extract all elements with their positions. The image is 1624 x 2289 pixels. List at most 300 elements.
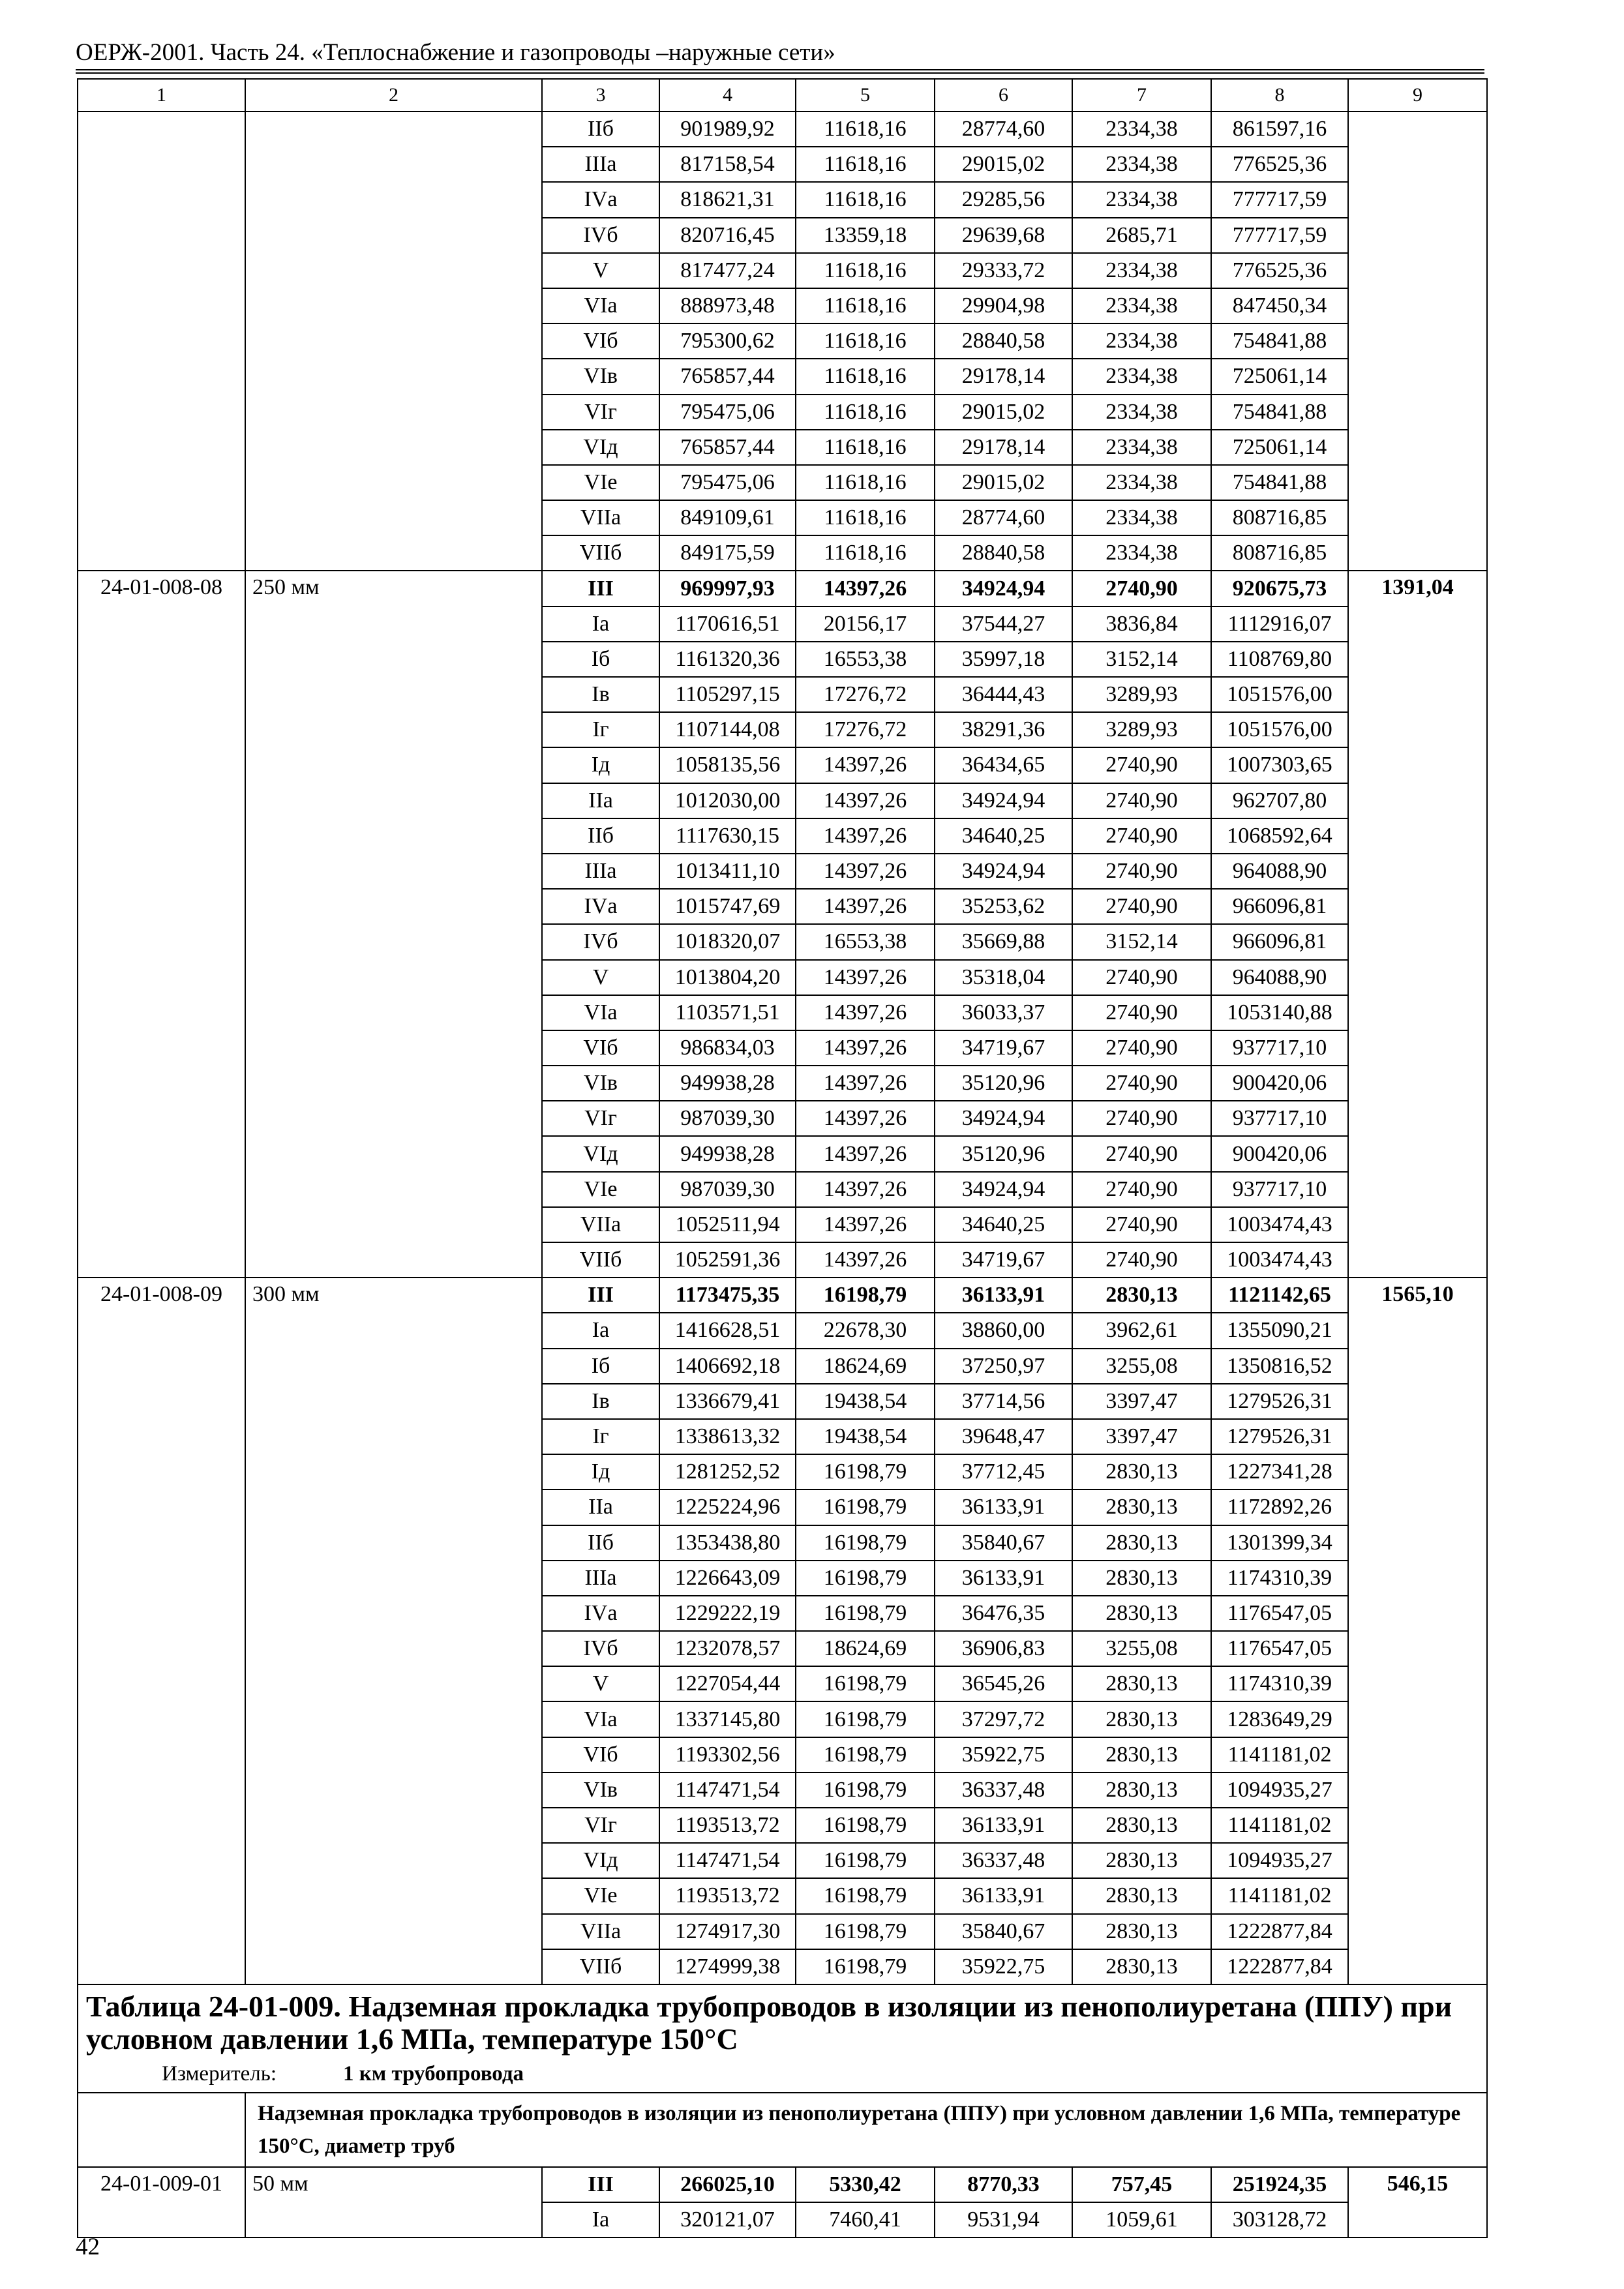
col8-value: 303128,72 bbox=[1211, 2202, 1348, 2237]
col6-value: 34640,25 bbox=[935, 1207, 1072, 1242]
col8-value: 937717,10 bbox=[1211, 1172, 1348, 1207]
category-cell: Iд bbox=[542, 747, 659, 783]
category-cell: VIIб bbox=[542, 1949, 659, 1984]
col7-value: 2830,13 bbox=[1072, 1489, 1211, 1525]
col8-value: 1141181,02 bbox=[1211, 1737, 1348, 1773]
col6-value: 35922,75 bbox=[935, 1737, 1072, 1773]
col6-value: 37297,72 bbox=[935, 1701, 1072, 1737]
rates-table bbox=[77, 78, 1488, 2238]
col5-value: 11618,16 bbox=[796, 395, 935, 430]
category-cell: V bbox=[542, 960, 659, 995]
col7-value: 2334,38 bbox=[1072, 535, 1211, 571]
col8-value: 1141181,02 bbox=[1211, 1808, 1348, 1843]
col6-value: 35669,88 bbox=[935, 924, 1072, 959]
category-cell: IIа bbox=[542, 783, 659, 818]
col4-value: 1274917,30 bbox=[659, 1914, 796, 1949]
col8-value: 900420,06 bbox=[1211, 1136, 1348, 1171]
table-row bbox=[78, 1278, 1487, 1313]
col5-value: 11618,16 bbox=[796, 323, 935, 359]
col6-value: 29178,14 bbox=[935, 359, 1072, 394]
column-number: 7 bbox=[1072, 79, 1211, 112]
col5-value: 14397,26 bbox=[796, 1101, 935, 1136]
category-cell: IVб bbox=[542, 218, 659, 253]
col6-value: 8770,33 bbox=[935, 2167, 1072, 2202]
col8-value: 1174310,39 bbox=[1211, 1666, 1348, 1701]
col6-value: 29015,02 bbox=[935, 147, 1072, 182]
col4-value: 1173475,35 bbox=[659, 1278, 796, 1313]
diameter-cell bbox=[245, 112, 542, 571]
col4-value: 1103571,51 bbox=[659, 995, 796, 1030]
col5-value: 16198,79 bbox=[796, 1525, 935, 1561]
col4-value: 1013804,20 bbox=[659, 960, 796, 995]
col4-value: 1147471,54 bbox=[659, 1773, 796, 1808]
col5-value: 16198,79 bbox=[796, 1454, 935, 1489]
col5-value: 19438,54 bbox=[796, 1384, 935, 1419]
col6-value: 34924,94 bbox=[935, 1172, 1072, 1207]
col8-value: 966096,81 bbox=[1211, 889, 1348, 924]
col5-value: 16198,79 bbox=[796, 1596, 935, 1631]
col5-value: 14397,26 bbox=[796, 889, 935, 924]
col6-value: 39648,47 bbox=[935, 1419, 1072, 1454]
col4-value: 1336679,41 bbox=[659, 1384, 796, 1419]
col4-value: 1052591,36 bbox=[659, 1242, 796, 1278]
col7-value: 2740,90 bbox=[1072, 854, 1211, 889]
col7-value: 2334,38 bbox=[1072, 112, 1211, 147]
col8-value: 754841,88 bbox=[1211, 323, 1348, 359]
col7-value: 2830,13 bbox=[1072, 1666, 1211, 1701]
col8-value: 1174310,39 bbox=[1211, 1561, 1348, 1596]
col4-value: 795475,06 bbox=[659, 465, 796, 500]
col5-value: 19438,54 bbox=[796, 1419, 935, 1454]
col8-value: 1007303,65 bbox=[1211, 747, 1348, 783]
col6-value: 35253,62 bbox=[935, 889, 1072, 924]
col7-value: 2334,38 bbox=[1072, 182, 1211, 217]
category-cell: VIд bbox=[542, 430, 659, 465]
description-cell: Надземная прокладка трубопроводов в изоляции из пенополиуретана (ППУ) при условном давлении 1,6 МПа, температуре 150°С, диаметр труб bbox=[245, 2093, 1487, 2167]
col6-value: 36337,48 bbox=[935, 1843, 1072, 1878]
category-cell: IVа bbox=[542, 1596, 659, 1631]
col5-value: 14397,26 bbox=[796, 1242, 935, 1278]
col8-value: 900420,06 bbox=[1211, 1066, 1348, 1101]
col8-value: 920675,73 bbox=[1211, 571, 1348, 606]
category-cell: VIг bbox=[542, 395, 659, 430]
column-number: 5 bbox=[796, 79, 935, 112]
col6-value: 28840,58 bbox=[935, 323, 1072, 359]
col5-value: 16198,79 bbox=[796, 1773, 935, 1808]
col5-value: 22678,30 bbox=[796, 1313, 935, 1348]
col7-value: 2685,71 bbox=[1072, 218, 1211, 253]
col5-value: 11618,16 bbox=[796, 147, 935, 182]
column-number: 2 bbox=[245, 79, 542, 112]
category-cell: VIе bbox=[542, 1878, 659, 1913]
col7-value: 2830,13 bbox=[1072, 1278, 1211, 1313]
page-header: ОЕРЖ-2001. Часть 24. «Теплоснабжение и газопроводы –наружные сети» bbox=[76, 37, 1484, 70]
category-cell: Iа bbox=[542, 1313, 659, 1348]
col4-value: 1338613,32 bbox=[659, 1419, 796, 1454]
col8-value: 251924,35 bbox=[1211, 2167, 1348, 2202]
col5-value: 16198,79 bbox=[796, 1701, 935, 1737]
col4-value: 1193513,72 bbox=[659, 1808, 796, 1843]
col5-value: 14397,26 bbox=[796, 854, 935, 889]
col6-value: 9531,94 bbox=[935, 2202, 1072, 2237]
col7-value: 2334,38 bbox=[1072, 465, 1211, 500]
col8-value: 1279526,31 bbox=[1211, 1384, 1348, 1419]
category-cell: IVа bbox=[542, 182, 659, 217]
col5-value: 16553,38 bbox=[796, 642, 935, 677]
col8-value: 1301399,34 bbox=[1211, 1525, 1348, 1561]
col4-value: 795300,62 bbox=[659, 323, 796, 359]
category-cell: IIIа bbox=[542, 147, 659, 182]
col4-value: 1227054,44 bbox=[659, 1666, 796, 1701]
col6-value: 38860,00 bbox=[935, 1313, 1072, 1348]
table-row bbox=[78, 112, 1487, 147]
col5-value: 16198,79 bbox=[796, 1808, 935, 1843]
col4-value: 949938,28 bbox=[659, 1136, 796, 1171]
col8-value: 808716,85 bbox=[1211, 535, 1348, 571]
category-cell: VIд bbox=[542, 1136, 659, 1171]
col5-value: 11618,16 bbox=[796, 182, 935, 217]
table-row bbox=[78, 2167, 1487, 2202]
category-cell: VIв bbox=[542, 359, 659, 394]
col4-value: 1147471,54 bbox=[659, 1843, 796, 1878]
col7-value: 757,45 bbox=[1072, 2167, 1211, 2202]
col8-value: 1121142,65 bbox=[1211, 1278, 1348, 1313]
col7-value: 2830,13 bbox=[1072, 1454, 1211, 1489]
col8-value: 1176547,05 bbox=[1211, 1631, 1348, 1666]
col6-value: 36434,65 bbox=[935, 747, 1072, 783]
col6-value: 29639,68 bbox=[935, 218, 1072, 253]
col4-value: 1406692,18 bbox=[659, 1349, 796, 1384]
col4-value: 986834,03 bbox=[659, 1030, 796, 1066]
col8-value: 937717,10 bbox=[1211, 1101, 1348, 1136]
col7-value: 2830,13 bbox=[1072, 1914, 1211, 1949]
category-cell: VIа bbox=[542, 1701, 659, 1737]
col6-value: 29015,02 bbox=[935, 395, 1072, 430]
col7-value: 2830,13 bbox=[1072, 1878, 1211, 1913]
col4-value: 1337145,80 bbox=[659, 1701, 796, 1737]
col8-value: 754841,88 bbox=[1211, 465, 1348, 500]
col6-value: 34719,67 bbox=[935, 1242, 1072, 1278]
col6-value: 34924,94 bbox=[935, 1101, 1072, 1136]
col5-value: 11618,16 bbox=[796, 500, 935, 535]
col7-value: 2740,90 bbox=[1072, 1172, 1211, 1207]
col7-value: 2740,90 bbox=[1072, 1136, 1211, 1171]
col8-value: 725061,14 bbox=[1211, 430, 1348, 465]
column-number: 3 bbox=[542, 79, 659, 112]
col7-value: 2740,90 bbox=[1072, 1101, 1211, 1136]
category-cell: VIIа bbox=[542, 1914, 659, 1949]
col8-value: 1003474,43 bbox=[1211, 1242, 1348, 1278]
col8-value: 1051576,00 bbox=[1211, 677, 1348, 712]
col5-value: 16198,79 bbox=[796, 1914, 935, 1949]
col7-value: 2740,90 bbox=[1072, 889, 1211, 924]
col5-value: 16553,38 bbox=[796, 924, 935, 959]
col4-value: 1058135,56 bbox=[659, 747, 796, 783]
col9-cell: 1565,10 bbox=[1348, 1278, 1487, 1984]
category-cell: VIа bbox=[542, 288, 659, 323]
col6-value: 37544,27 bbox=[935, 606, 1072, 642]
category-cell: V bbox=[542, 1666, 659, 1701]
col4-value: 1012030,00 bbox=[659, 783, 796, 818]
col4-value: 817158,54 bbox=[659, 147, 796, 182]
category-cell: III bbox=[542, 2167, 659, 2202]
col5-value: 11618,16 bbox=[796, 359, 935, 394]
col6-value: 36476,35 bbox=[935, 1596, 1072, 1631]
col6-value: 36444,43 bbox=[935, 677, 1072, 712]
col5-value: 11618,16 bbox=[796, 253, 935, 288]
col6-value: 28774,60 bbox=[935, 112, 1072, 147]
col6-value: 34640,25 bbox=[935, 818, 1072, 854]
col6-value: 28840,58 bbox=[935, 535, 1072, 571]
col6-value: 35922,75 bbox=[935, 1949, 1072, 1984]
col7-value: 2334,38 bbox=[1072, 323, 1211, 359]
col8-value: 1003474,43 bbox=[1211, 1207, 1348, 1242]
col7-value: 2830,13 bbox=[1072, 1525, 1211, 1561]
col4-value: 1353438,80 bbox=[659, 1525, 796, 1561]
col8-value: 966096,81 bbox=[1211, 924, 1348, 959]
col6-value: 36033,37 bbox=[935, 995, 1072, 1030]
col5-value: 14397,26 bbox=[796, 1207, 935, 1242]
col7-value: 1059,61 bbox=[1072, 2202, 1211, 2237]
col7-value: 2830,13 bbox=[1072, 1737, 1211, 1773]
col5-value: 18624,69 bbox=[796, 1631, 935, 1666]
category-cell: Iб bbox=[542, 642, 659, 677]
category-cell: VIг bbox=[542, 1808, 659, 1843]
col5-value: 14397,26 bbox=[796, 1030, 935, 1066]
col7-value: 2334,38 bbox=[1072, 359, 1211, 394]
col7-value: 2740,90 bbox=[1072, 1242, 1211, 1278]
col7-value: 3836,84 bbox=[1072, 606, 1211, 642]
col8-value: 937717,10 bbox=[1211, 1030, 1348, 1066]
col5-value: 16198,79 bbox=[796, 1949, 935, 1984]
col5-value: 20156,17 bbox=[796, 606, 935, 642]
col7-value: 2740,90 bbox=[1072, 818, 1211, 854]
col7-value: 2740,90 bbox=[1072, 571, 1211, 606]
category-cell: Iб bbox=[542, 1349, 659, 1384]
col8-value: 964088,90 bbox=[1211, 960, 1348, 995]
col8-value: 1094935,27 bbox=[1211, 1843, 1348, 1878]
col7-value: 2830,13 bbox=[1072, 1949, 1211, 1984]
measure-value: 1 км трубопровода bbox=[343, 2061, 524, 2086]
col6-value: 36133,91 bbox=[935, 1278, 1072, 1313]
col7-value: 2830,13 bbox=[1072, 1773, 1211, 1808]
col8-value: 1222877,84 bbox=[1211, 1914, 1348, 1949]
category-cell: VIIб bbox=[542, 535, 659, 571]
code-cell bbox=[78, 112, 245, 571]
category-cell: IVб bbox=[542, 924, 659, 959]
col7-value: 2740,90 bbox=[1072, 747, 1211, 783]
col8-value: 754841,88 bbox=[1211, 395, 1348, 430]
col4-value: 266025,10 bbox=[659, 2167, 796, 2202]
col8-value: 1222877,84 bbox=[1211, 1949, 1348, 1984]
col4-value: 1170616,51 bbox=[659, 606, 796, 642]
category-cell: IIIа bbox=[542, 1561, 659, 1596]
col8-value: 1279526,31 bbox=[1211, 1419, 1348, 1454]
col5-value: 5330,42 bbox=[796, 2167, 935, 2202]
col8-value: 725061,14 bbox=[1211, 359, 1348, 394]
category-cell: IVа bbox=[542, 889, 659, 924]
col5-value: 11618,16 bbox=[796, 465, 935, 500]
col9-cell bbox=[1348, 112, 1487, 571]
col9-cell: 1391,04 bbox=[1348, 571, 1487, 1278]
col4-value: 820716,45 bbox=[659, 218, 796, 253]
col4-value: 1161320,36 bbox=[659, 642, 796, 677]
category-cell: VIг bbox=[542, 1101, 659, 1136]
col8-value: 1176547,05 bbox=[1211, 1596, 1348, 1631]
col4-value: 987039,30 bbox=[659, 1172, 796, 1207]
col4-value: 969997,93 bbox=[659, 571, 796, 606]
col4-value: 901989,92 bbox=[659, 112, 796, 147]
table-title-row bbox=[78, 1984, 1487, 2093]
col4-value: 765857,44 bbox=[659, 430, 796, 465]
col8-value: 808716,85 bbox=[1211, 500, 1348, 535]
category-cell: Iв bbox=[542, 1384, 659, 1419]
table-row bbox=[78, 571, 1487, 606]
measure-line bbox=[86, 2059, 1480, 2088]
category-cell: IIа bbox=[542, 1489, 659, 1525]
col8-value: 776525,36 bbox=[1211, 147, 1348, 182]
col5-value: 14397,26 bbox=[796, 1136, 935, 1171]
col6-value: 29333,72 bbox=[935, 253, 1072, 288]
col5-value: 13359,18 bbox=[796, 218, 935, 253]
col7-value: 3289,93 bbox=[1072, 712, 1211, 747]
col4-value: 817477,24 bbox=[659, 253, 796, 288]
column-number: 1 bbox=[78, 79, 245, 112]
col4-value: 987039,30 bbox=[659, 1101, 796, 1136]
col6-value: 35997,18 bbox=[935, 642, 1072, 677]
category-cell: IIб bbox=[542, 112, 659, 147]
col6-value: 29285,56 bbox=[935, 182, 1072, 217]
col6-value: 28774,60 bbox=[935, 500, 1072, 535]
col7-value: 3397,47 bbox=[1072, 1384, 1211, 1419]
description-row bbox=[78, 2093, 1487, 2167]
col7-value: 2830,13 bbox=[1072, 1808, 1211, 1843]
col7-value: 2740,90 bbox=[1072, 960, 1211, 995]
col5-value: 14397,26 bbox=[796, 818, 935, 854]
col7-value: 2830,13 bbox=[1072, 1596, 1211, 1631]
category-cell: VIб bbox=[542, 323, 659, 359]
col6-value: 29904,98 bbox=[935, 288, 1072, 323]
col4-value: 1193302,56 bbox=[659, 1737, 796, 1773]
col8-value: 847450,34 bbox=[1211, 288, 1348, 323]
category-cell: IIб bbox=[542, 1525, 659, 1561]
col5-value: 14397,26 bbox=[796, 1172, 935, 1207]
col4-value: 849175,59 bbox=[659, 535, 796, 571]
col5-value: 14397,26 bbox=[796, 1066, 935, 1101]
col5-value: 16198,79 bbox=[796, 1666, 935, 1701]
col8-value: 1350816,52 bbox=[1211, 1349, 1348, 1384]
col7-value: 2740,90 bbox=[1072, 995, 1211, 1030]
col9-cell: 546,15 bbox=[1348, 2167, 1487, 2237]
col6-value: 36133,91 bbox=[935, 1489, 1072, 1525]
col8-value: 1141181,02 bbox=[1211, 1878, 1348, 1913]
col8-value: 1108769,80 bbox=[1211, 642, 1348, 677]
category-cell: VIIб bbox=[542, 1242, 659, 1278]
col8-value: 1112916,07 bbox=[1211, 606, 1348, 642]
col8-value: 777717,59 bbox=[1211, 218, 1348, 253]
col8-value: 1051576,00 bbox=[1211, 712, 1348, 747]
col6-value: 38291,36 bbox=[935, 712, 1072, 747]
col4-value: 795475,06 bbox=[659, 395, 796, 430]
category-cell: VIд bbox=[542, 1843, 659, 1878]
category-cell: VIб bbox=[542, 1030, 659, 1066]
col7-value: 2334,38 bbox=[1072, 147, 1211, 182]
col6-value: 36337,48 bbox=[935, 1773, 1072, 1808]
col8-value: 1283649,29 bbox=[1211, 1701, 1348, 1737]
col7-value: 2334,38 bbox=[1072, 395, 1211, 430]
category-cell: VIа bbox=[542, 995, 659, 1030]
col7-value: 3152,14 bbox=[1072, 924, 1211, 959]
category-cell: Iа bbox=[542, 2202, 659, 2237]
col8-value: 1227341,28 bbox=[1211, 1454, 1348, 1489]
col5-value: 16198,79 bbox=[796, 1843, 935, 1878]
col4-value: 765857,44 bbox=[659, 359, 796, 394]
col4-value: 1013411,10 bbox=[659, 854, 796, 889]
category-cell: VIе bbox=[542, 465, 659, 500]
category-cell: IVб bbox=[542, 1631, 659, 1666]
col5-value: 11618,16 bbox=[796, 112, 935, 147]
col5-value: 16198,79 bbox=[796, 1737, 935, 1773]
col7-value: 2334,38 bbox=[1072, 288, 1211, 323]
category-cell: V bbox=[542, 253, 659, 288]
page-number: 42 bbox=[76, 2234, 100, 2260]
table-title: Таблица 24-01-009. Надземная прокладка трубопроводов в изоляции из пенополиуретана (ППУ) при условном давлении 1,6 МПа, температуре 150°С bbox=[86, 1989, 1452, 2056]
category-cell: VIв bbox=[542, 1773, 659, 1808]
col8-value: 1094935,27 bbox=[1211, 1773, 1348, 1808]
col6-value: 34924,94 bbox=[935, 854, 1072, 889]
category-cell: Iд bbox=[542, 1454, 659, 1489]
col4-value: 1117630,15 bbox=[659, 818, 796, 854]
col4-value: 818621,31 bbox=[659, 182, 796, 217]
col5-value: 11618,16 bbox=[796, 430, 935, 465]
col5-value: 17276,72 bbox=[796, 677, 935, 712]
col8-value: 1172892,26 bbox=[1211, 1489, 1348, 1525]
col4-value: 1018320,07 bbox=[659, 924, 796, 959]
column-number: 9 bbox=[1348, 79, 1487, 112]
col8-value: 1068592,64 bbox=[1211, 818, 1348, 854]
col5-value: 14397,26 bbox=[796, 783, 935, 818]
col7-value: 2740,90 bbox=[1072, 783, 1211, 818]
code-cell: 24-01-009-01 bbox=[78, 2167, 245, 2237]
col6-value: 35120,96 bbox=[935, 1136, 1072, 1171]
col7-value: 3255,08 bbox=[1072, 1631, 1211, 1666]
category-cell: VIе bbox=[542, 1172, 659, 1207]
category-cell: Iг bbox=[542, 712, 659, 747]
code-cell: 24-01-008-08 bbox=[78, 571, 245, 1278]
col6-value: 34924,94 bbox=[935, 783, 1072, 818]
col7-value: 2740,90 bbox=[1072, 1066, 1211, 1101]
col6-value: 34924,94 bbox=[935, 571, 1072, 606]
col8-value: 962707,80 bbox=[1211, 783, 1348, 818]
col5-value: 7460,41 bbox=[796, 2202, 935, 2237]
col8-value: 1355090,21 bbox=[1211, 1313, 1348, 1348]
col5-value: 18624,69 bbox=[796, 1349, 935, 1384]
col4-value: 1281252,52 bbox=[659, 1454, 796, 1489]
col4-value: 1015747,69 bbox=[659, 889, 796, 924]
col8-value: 777717,59 bbox=[1211, 182, 1348, 217]
category-cell: Iв bbox=[542, 677, 659, 712]
col5-value: 17276,72 bbox=[796, 712, 935, 747]
col5-value: 14397,26 bbox=[796, 571, 935, 606]
col7-value: 2830,13 bbox=[1072, 1561, 1211, 1596]
diameter-cell: 50 мм bbox=[245, 2167, 542, 2237]
col6-value: 35120,96 bbox=[935, 1066, 1072, 1101]
col4-value: 320121,07 bbox=[659, 2202, 796, 2237]
col4-value: 1107144,08 bbox=[659, 712, 796, 747]
col8-value: 776525,36 bbox=[1211, 253, 1348, 288]
col7-value: 2830,13 bbox=[1072, 1701, 1211, 1737]
col8-value: 861597,16 bbox=[1211, 112, 1348, 147]
